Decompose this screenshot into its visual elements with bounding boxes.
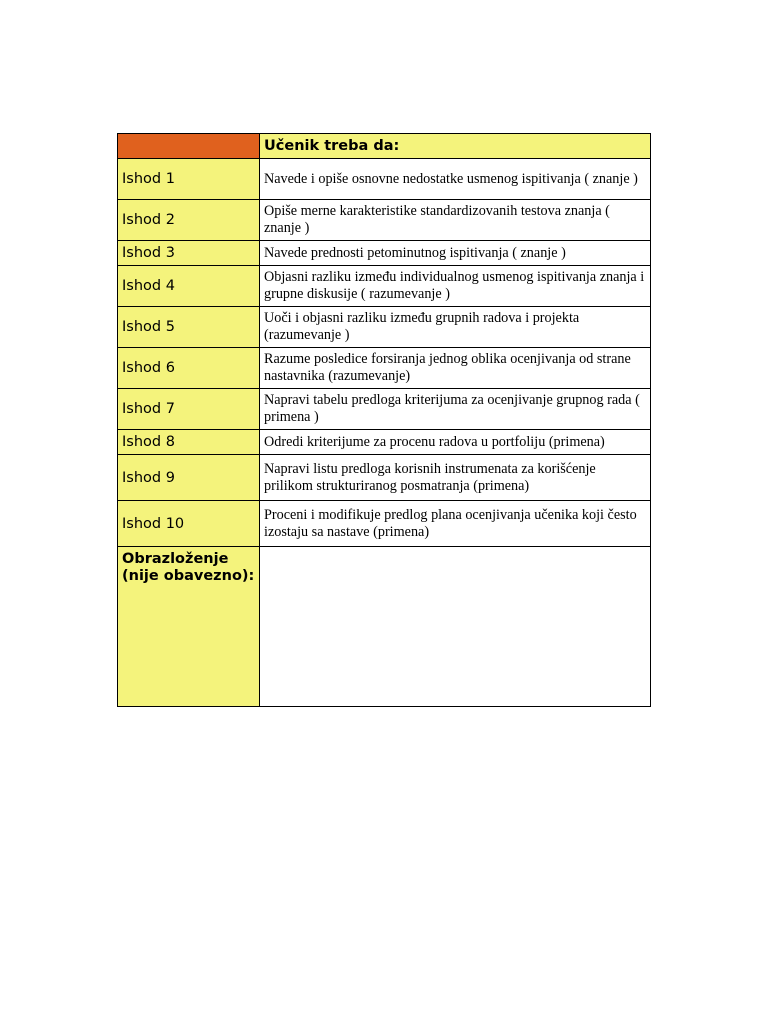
outcome-label: Ishod 10	[118, 501, 260, 547]
outcome-description: Napravi listu predloga korisnih instrumenata za korišćenje prilikom strukturiranog posmatranja (primena)	[260, 455, 651, 501]
outcome-description: Proceni i modifikuje predlog plana ocenjivanja učenika koji često izostaju sa nastave (primena)	[260, 501, 651, 547]
outcome-label: Ishod 2	[118, 200, 260, 241]
table-row	[118, 307, 651, 348]
table-row	[118, 200, 651, 241]
outcome-description: Odredi kriterijume za procenu radova u portfoliju (primena)	[260, 430, 651, 455]
table-row	[118, 266, 651, 307]
table-row	[118, 348, 651, 389]
header-title-cell: Učenik treba da:	[260, 134, 651, 159]
table-row	[118, 389, 651, 430]
note-field[interactable]	[260, 547, 651, 707]
table-row	[118, 430, 651, 455]
outcome-description: Uoči i objasni razliku između grupnih radova i projekta (razumevanje )	[260, 307, 651, 348]
outcome-description: Napravi tabelu predloga kriterijuma za ocenjivanje grupnog rada ( primena )	[260, 389, 651, 430]
outcome-description: Navede i opiše osnovne nedostatke usmenog ispitivanja ( znanje )	[260, 159, 651, 200]
table-row	[118, 455, 651, 501]
outcome-description: Opiše merne karakteristike standardizovanih testova znanja ( znanje )	[260, 200, 651, 241]
outcome-description: Objasni razliku između individualnog usmenog ispitivanja znanja i grupne diskusije ( razumevanje )	[260, 266, 651, 307]
table-row	[118, 501, 651, 547]
outcome-label: Ishod 8	[118, 430, 260, 455]
table-header-row	[118, 134, 651, 159]
outcome-label: Ishod 6	[118, 348, 260, 389]
outcome-label: Ishod 3	[118, 241, 260, 266]
outcome-label: Ishod 4	[118, 266, 260, 307]
outcome-description: Navede prednosti petominutnog ispitivanja ( znanje )	[260, 241, 651, 266]
table-row	[118, 159, 651, 200]
outcome-label: Ishod 5	[118, 307, 260, 348]
outcome-description: Razume posledice forsiranja jednog oblika ocenjivanja od strane nastavnika (razumevanje)	[260, 348, 651, 389]
outcome-label: Ishod 9	[118, 455, 260, 501]
outcome-label: Ishod 1	[118, 159, 260, 200]
note-row	[118, 547, 651, 707]
outcome-label: Ishod 7	[118, 389, 260, 430]
header-accent-cell	[118, 134, 260, 159]
note-label: Obrazloženje (nije obavezno):	[118, 547, 260, 707]
learning-outcomes-table	[117, 133, 651, 707]
table-row	[118, 241, 651, 266]
